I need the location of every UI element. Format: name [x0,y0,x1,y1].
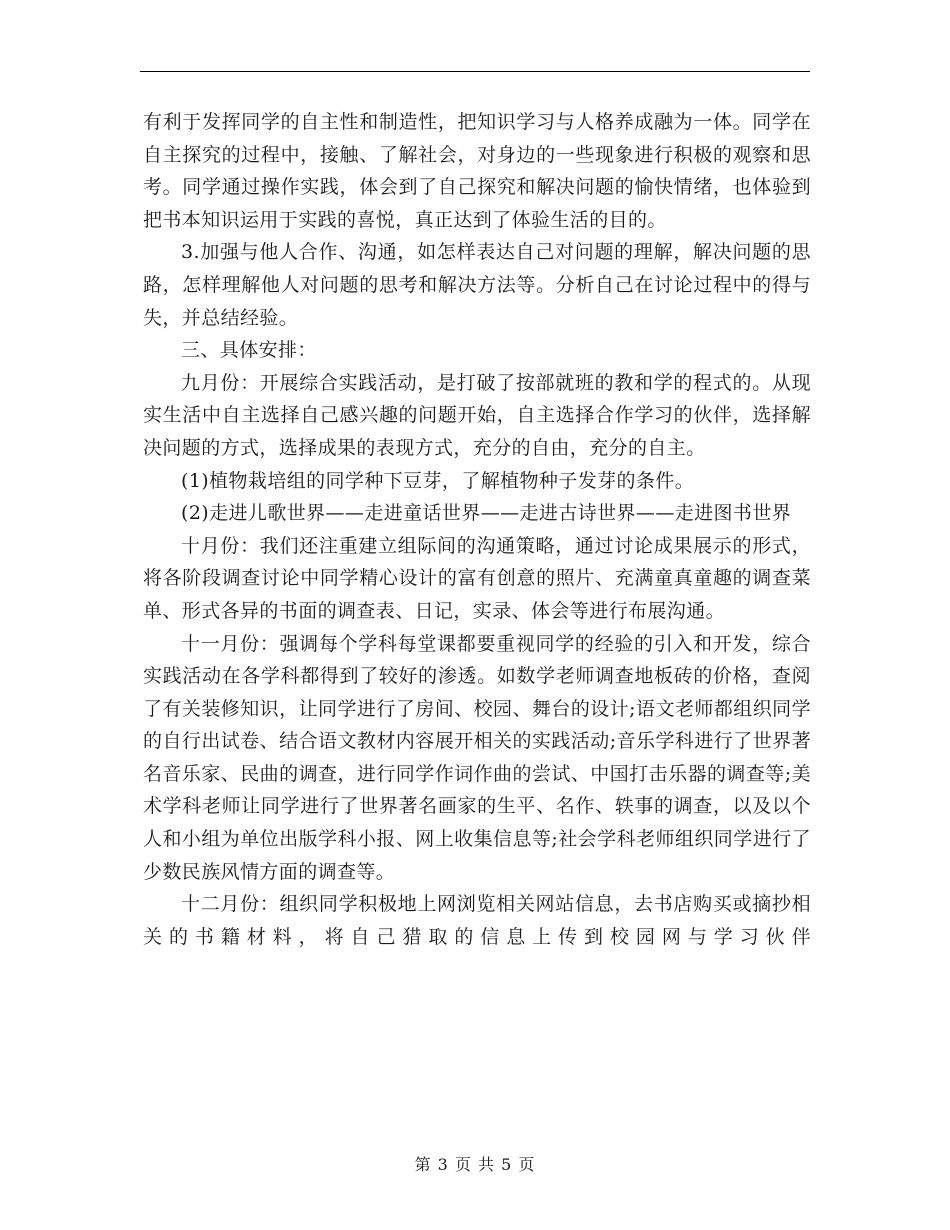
paragraph-november: 十一月份：强调每个学科每堂课都要重视同学的经验的引入和开发，综合实践活动在各学科都得到了较好的渗透。如数学老师调查地板砖的价格，查阅了有关装修知识，让同学进行了房间、校园、舞台的设计;语文老师都组织同学的自行出试卷、结合语文教材内容展开相关的实践活动;音乐学科进行了世界著名音乐家、民曲的调查，进行同学作词作曲的尝试、中国打击乐器的调查等;美术学科老师让同学进行了世界著名画家的生平、名作、轶事的调查，以及以个人和小组为单位出版学科小报、网上收集信息等;社会学科老师组织同学进行了少数民族风情方面的调查等。 [143,632,811,883]
paragraph-2: 3.加强与他人合作、沟通，如怎样表达自己对问题的理解，解决问题的思路，怎样理解他人对问题的思考和解决方法等。分析自己在讨论过程中的得与失，并总结经验。 [143,241,811,329]
paragraph-item-1: (1)植物栽培组的同学种下豆芽，了解植物种子发芽的条件。 [181,469,695,492]
section-heading: 三、具体安排： [181,339,317,362]
paragraph-october: 十月份：我们还注重建立组际间的沟通策略，通过讨论成果展示的形式，将各阶段调查讨论中同学精心设计的富有创意的照片、充满童真童趣的调查菜单、形式各异的书面的调查表、日记，实录、体会等进行布展沟通。 [143,534,811,622]
header-rule [140,71,810,72]
paragraph-item-2: (2)走进儿歌世界——走进童话世界——走进古诗世界——走进图书世界 [181,502,792,525]
document-body [143,106,811,953]
paragraph-december: 十二月份：组织同学积极地上网浏览相关网站信息，去书店购买或摘抄相关的书籍材料，将自己猎取的信息上传到校园网与学习伙伴 [143,893,811,948]
paragraph-september: 九月份：开展综合实践活动，是打破了按部就班的教和学的程式的。从现实生活中自主选择自己感兴趣的问题开始，自主选择合作学习的伙伴，选择解决问题的方式，选择成果的表现方式，充分的自由，充分的自主。 [143,371,811,459]
paragraph-1: 有利于发挥同学的自主性和制造性，把知识学习与人格养成融为一体。同学在自主探究的过程中，接触、了解社会，对身边的一些现象进行积极的观察和思考。同学通过操作实践，体会到了自己探究和解决问题的愉快情绪，也体验到把书本知识运用于实践的喜悦，真正达到了体验生活的目的。 [143,111,811,231]
page-number: 第 3 页 共 5 页 [414,1155,536,1174]
